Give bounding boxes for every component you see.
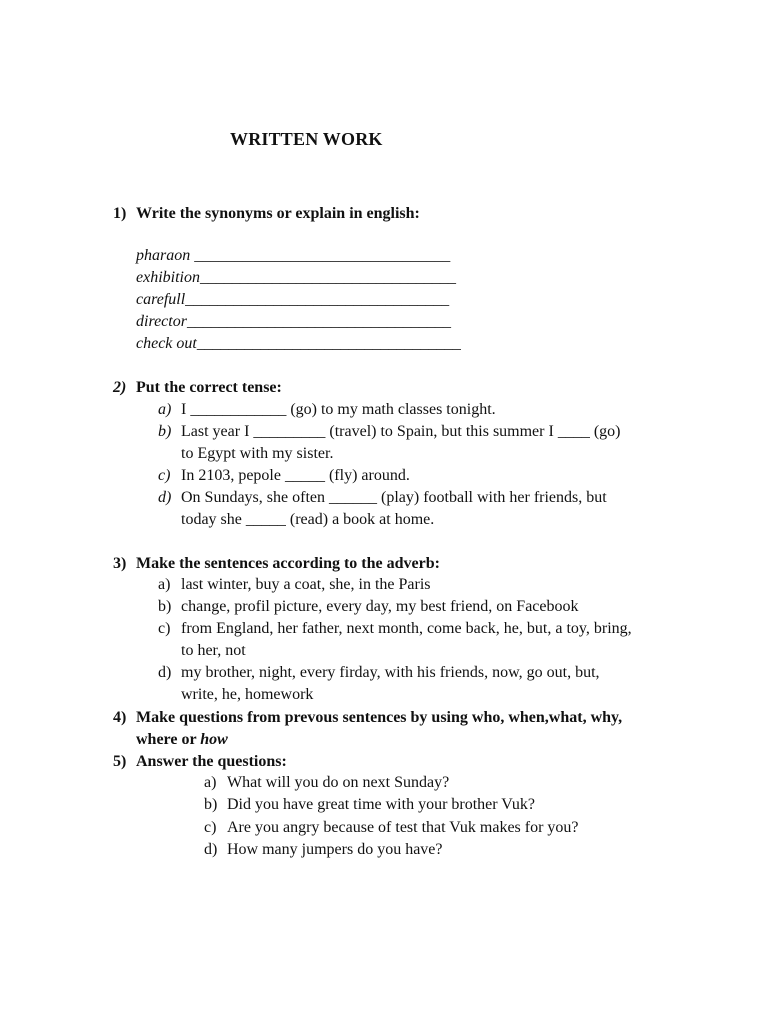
item-label: c) [158, 620, 171, 637]
exercise-line: I ____________ (go) to my math classes tonight. [181, 401, 496, 418]
exercise-line: change, profil picture, every day, my best friend, on Facebook [181, 598, 579, 615]
vocab-item: carefull_________________________________ [136, 291, 450, 308]
item-label: b) [158, 423, 172, 440]
section-4-heading: Make questions from prevous sentences by using who, when,what, why, [136, 709, 623, 726]
item-label: d) [158, 489, 172, 506]
item-label: d) [158, 664, 172, 681]
item-label: a) [204, 774, 217, 791]
vocab-item: director_________________________________ [136, 313, 451, 330]
exercise-line: to her, not [181, 642, 246, 659]
exercise-line: write, he, homework [181, 686, 314, 703]
item-label: b) [204, 796, 218, 813]
exercise-line: my brother, night, every firday, with his friends, now, go out, but, [181, 664, 600, 681]
exercise-line: today she _____ (read) a book at home. [181, 511, 435, 528]
item-label: c) [158, 467, 171, 484]
section-2-number: 2) [113, 379, 127, 396]
section-1-number: 1) [113, 205, 127, 222]
section-5-number: 5) [113, 753, 127, 770]
vocab-item: check out_________________________________ [136, 335, 461, 352]
section-3-number: 3) [113, 555, 127, 572]
section-4-number: 4) [113, 709, 127, 726]
question-line: What will you do on next Sunday? [227, 774, 450, 791]
exercise-line: Last year I _________ (travel) to Spain, but this summer I ____ (go) [181, 423, 621, 440]
question-line: How many jumpers do you have? [227, 841, 443, 858]
item-label: a) [158, 401, 172, 418]
exercise-line: from England, her father, next month, come back, he, but, a toy, bring, [181, 620, 632, 637]
item-label: a) [158, 576, 171, 593]
exercise-line: On Sundays, she often ______ (play) football with her friends, but [181, 489, 607, 506]
exercise-line: last winter, buy a coat, she, in the Paris [181, 576, 431, 593]
exercise-line: In 2103, pepole _____ (fly) around. [181, 467, 410, 484]
item-label: c) [204, 819, 217, 836]
vocab-item: pharaon ________________________________ [136, 247, 451, 264]
section-2-heading: Put the correct tense: [136, 379, 282, 396]
item-label: d) [204, 841, 218, 858]
exercise-line: to Egypt with my sister. [181, 445, 334, 462]
section-3-heading: Make the sentences according to the adverb: [136, 555, 440, 572]
vocab-item: exhibition________________________________ [136, 269, 456, 286]
section-1-heading: Write the synonyms or explain in english: [136, 205, 420, 222]
item-label: b) [158, 598, 172, 615]
section-5-heading: Answer the questions: [136, 753, 287, 770]
question-line: Did you have great time with your brother Vuk? [227, 796, 535, 813]
page-title: WRITTEN WORK [230, 129, 383, 149]
section-4-heading-cont: where or how [136, 731, 228, 748]
question-line: Are you angry because of test that Vuk makes for you? [227, 819, 579, 836]
